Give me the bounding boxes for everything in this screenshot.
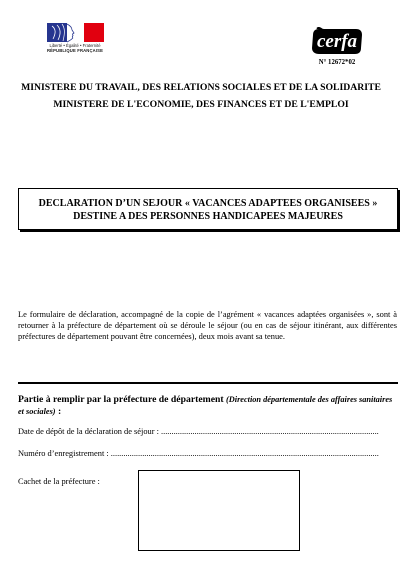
deposit-date-field <box>18 426 381 437</box>
cerfa-logo-icon <box>310 26 364 56</box>
cerfa-number: N° 12672*02 <box>318 59 356 66</box>
deposit-date-dots: ........................................................................................................ <box>161 426 379 436</box>
notice-line: Le formulaire de déclaration, accompagné de la copie de l’agrément « vacances adaptées organisées », sont à <box>18 309 397 319</box>
cerfa-logo <box>310 26 364 56</box>
ministry-heading-labor: MINISTERE DU TRAVAIL, DES RELATIONS SOCIALES ET DE LA SOLIDARITE <box>21 82 381 93</box>
form-title-line-1: DECLARATION D’UN SEJOUR « VACANCES ADAPTEES ORGANISEES » <box>38 197 378 209</box>
registration-number-field <box>18 448 381 459</box>
prefecture-section-note: (Direction départementale des affaires sanitaires <box>226 395 393 404</box>
submission-notice <box>18 309 397 342</box>
prefecture-section-title: Partie à remplir par la préfecture de département <box>18 394 224 405</box>
notice-line: retourner à la préfecture de département où se déroule le séjour (ou en cas de séjour itinérant, aux différentes <box>18 320 397 330</box>
rf-motto: Liberté • Égalité • Fraternité <box>49 43 101 48</box>
rf-name: RÉPUBLIQUE FRANÇAISE <box>46 48 104 54</box>
marianne-flag-icon <box>44 23 106 43</box>
prefecture-stamp-label: Cachet de la préfecture : <box>18 476 100 486</box>
section-divider <box>18 382 398 384</box>
registration-number-dots: ................................................................................................................................ <box>110 448 379 458</box>
prefecture-section-heading <box>18 392 392 406</box>
registration-number-label: Numéro d’enregistrement : <box>18 448 109 458</box>
deposit-date-label: Date de dépôt de la déclaration de séjour : <box>18 426 159 436</box>
ministry-heading-economy: MINISTERE DE L'ECONOMIE, DES FINANCES ET DE L'EMPLOI <box>53 99 349 110</box>
form-title-box <box>18 188 398 230</box>
prefecture-section-note-end: et sociales) <box>18 407 56 416</box>
cerfa-logo-text: cerfa <box>316 31 358 52</box>
notice-line: préfectures de département pouvant être concernées), deux mois avant sa tenue. <box>18 331 285 341</box>
prefecture-section-colon: : <box>57 406 62 417</box>
prefecture-section-heading-continued <box>18 404 61 418</box>
republique-francaise-logo <box>44 23 106 53</box>
prefecture-stamp-box <box>138 470 300 551</box>
form-title-line-2: DESTINE A DES PERSONNES HANDICAPEES MAJEURES <box>73 210 343 222</box>
